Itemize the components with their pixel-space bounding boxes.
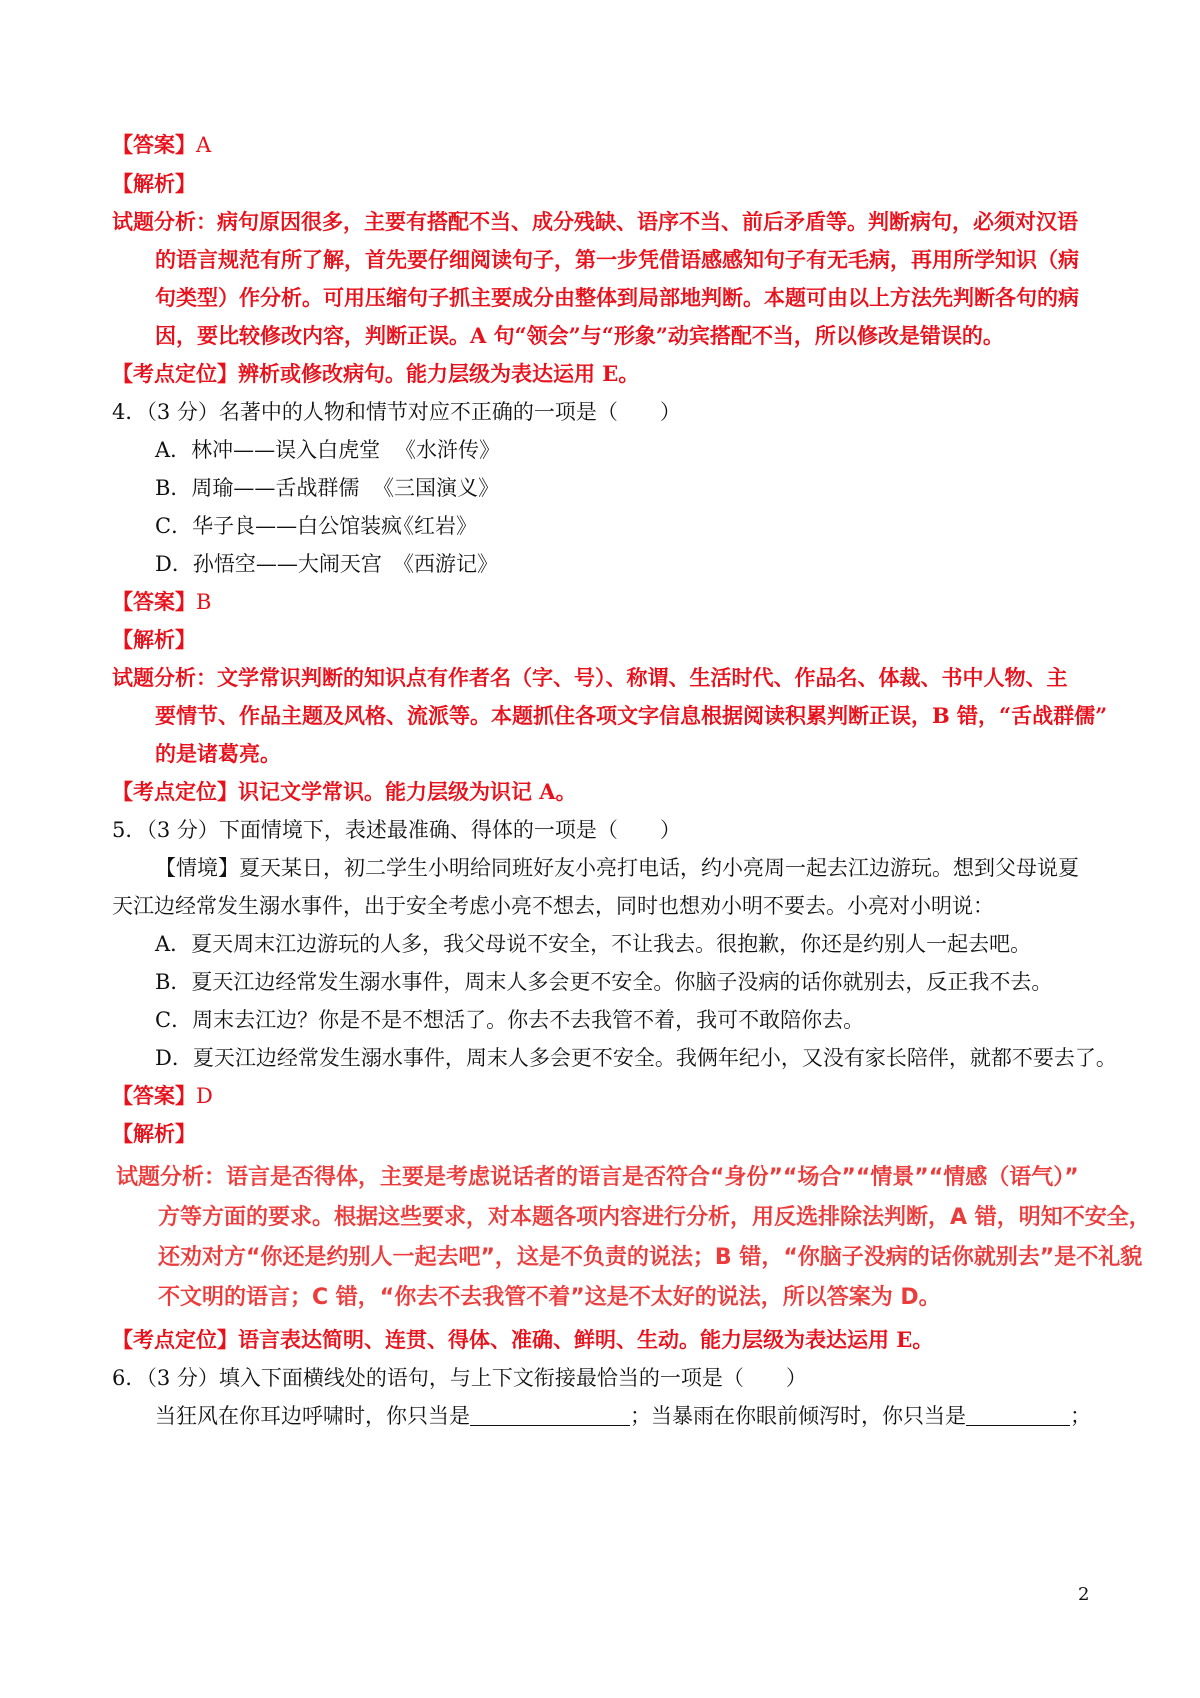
q3-point: 【考点定位】辨析或修改病句。能力层级为表达运用 E。	[112, 361, 640, 386]
q3-analysis-line: 因，要比较修改内容，判断正误。A 句“领会”与“形象”动宾搭配不当，所以修改是错误的。	[155, 323, 1004, 348]
q3-analysis-line: 试题分析：病句原因很多，主要有搭配不当、成分残缺、语序不当、前后矛盾等。判断病句，必须对汉语	[112, 209, 1078, 234]
q3-analysis-heading: 【解析】	[112, 171, 196, 196]
q4-stem: 4．（3 分）名著中的人物和情节对应不正确的一项是（ ）	[112, 400, 681, 424]
q5-analysis-line: 试题分析：语言是否得体，主要是考虑说话者的语言是否符合“身份”“场合”“情景”“情感（语气）”	[116, 1165, 1079, 1190]
q5-analysis-line: 不文明的语言；C 错，“你去不去我管不着”这是不太好的说法，所以答案为 D。	[158, 1285, 941, 1310]
q5-analysis-line: 还劝对方“你还是约别人一起去吧”，这是不负责的说法；B 错，“你脑子没病的话你就别去”是不礼貌	[158, 1245, 1143, 1270]
q5-point: 【考点定位】语言表达简明、连贯、得体、准确、鲜明、生动。能力层级为表达运用 E。	[112, 1327, 934, 1352]
q5-analysis-heading: 【解析】	[112, 1121, 196, 1146]
q5-option-b: B．夏天江边经常发生溺水事件，周末人多会更不安全。你脑子没病的话你就别去，反正我不去。	[155, 970, 1053, 994]
q3-analysis-line: 句类型）作分析。可用压缩句子抓主要成分由整体到局部地判断。本题可由以上方法先判断各句的病	[155, 285, 1079, 310]
q4-point: 【考点定位】识记文学常识。能力层级为识记 A。	[112, 779, 577, 804]
q4-option-c: C．华子良——白公馆装疯 《红岩》	[155, 514, 477, 538]
q3-analysis-line: 的语言规范有所了解，首先要仔细阅读句子，第一步凭借语感感知句子有无毛病，再用所学知识（病	[155, 247, 1079, 272]
q4-analysis-line: 试题分析：文学常识判断的知识点有作者名（字、号）、称谓、生活时代、作品名、体裁、书中人物、主	[112, 665, 1068, 690]
q4-analysis-heading: 【解析】	[112, 627, 196, 652]
q4-answer: 【答案】B	[112, 589, 212, 614]
q4-option-d: D．孙悟空——大闹天宫 《西游记》	[155, 552, 498, 576]
q5-option-a: A．夏天周末江边游玩的人多，我父母说不安全，不让我去。很抱歉，你还是约别人一起去吧。	[155, 932, 1032, 956]
q5-option-d: D．夏天江边经常发生溺水事件，周末人多会更不安全。我俩年纪小，又没有家长陪伴，就都不要去了。	[155, 1046, 1117, 1070]
q5-option-c: C．周末去江边？你是不是不想活了。你去不去我管不着，我可不敢陪你去。	[155, 1008, 865, 1032]
q5-stem: 5．（3 分）下面情境下，表述最准确、得体的一项是（ ）	[112, 818, 681, 842]
q5-answer: 【答案】D	[112, 1083, 213, 1108]
q4-option-a: A．林冲——误入白虎堂 《水浒传》	[155, 438, 500, 462]
q6-blank-1[interactable]	[470, 1403, 630, 1426]
page-number: 2	[1078, 1584, 1090, 1605]
q4-analysis-line: 的是诸葛亮。	[155, 741, 281, 766]
q4-analysis-line: 要情节、作品主题及风格、流派等。本题抓住各项文字信息根据阅读积累判断正误，B 错，“舌战群儒”	[155, 703, 1108, 728]
q6-text: 当狂风在你耳边呼啸时，你只当是 ；当暴雨在你眼前倾泻时，你只当是 ；	[155, 1404, 1091, 1428]
q5-context-line: 【情境】夏天某日，初二学生小明给同班好友小亮打电话，约小亮周一起去江边游玩。想到父母说夏	[155, 856, 1079, 880]
q3-answer: 【答案】A	[112, 132, 212, 157]
q5-context-line: 天江边经常发生溺水事件，出于安全考虑小亮不想去，同时也想劝小明不要去。小亮对小明说：	[112, 894, 994, 918]
q6-stem: 6．（3 分）填入下面横线处的语句，与上下文衔接最恰当的一项是（ ）	[112, 1366, 807, 1390]
q4-option-b: B．周瑜——舌战群儒 《三国演义》	[155, 476, 499, 500]
q6-blank-2[interactable]	[966, 1403, 1070, 1426]
q5-analysis-line: 方等方面的要求。根据这些要求，对本题各项内容进行分析，用反选排除法判断，A 错，明知不安全，	[158, 1205, 1151, 1230]
